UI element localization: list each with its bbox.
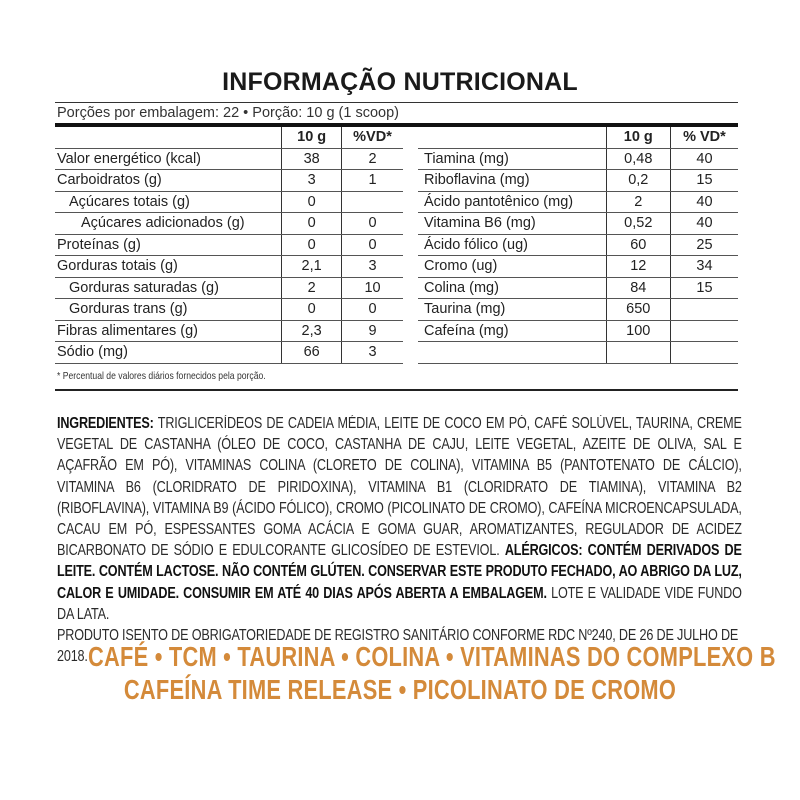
nutrient-amount: 0 bbox=[282, 234, 342, 256]
nutrient-vd: 15 bbox=[670, 277, 738, 299]
nutrient-amount: 650 bbox=[606, 299, 670, 321]
nutrient-label: Açúcares adicionados (g) bbox=[55, 213, 282, 235]
table-row bbox=[55, 299, 403, 321]
nutrient-amount: 2,1 bbox=[282, 256, 342, 278]
nutrient-amount: 0 bbox=[282, 213, 342, 235]
nutrient-vd bbox=[670, 299, 738, 321]
nutrient-label: Gorduras totais (g) bbox=[55, 256, 282, 278]
feature-highlights bbox=[0, 640, 800, 706]
nutrient-amount: 84 bbox=[606, 277, 670, 299]
nutrient-label: Carboidratos (g) bbox=[55, 170, 282, 192]
table-row bbox=[418, 342, 738, 364]
nutrient-vd bbox=[670, 342, 738, 364]
feature-line-2: CAFEÍNA TIME RELEASE • PICOLINATO DE CROMO bbox=[123, 674, 677, 705]
table-row bbox=[55, 148, 403, 170]
nutrient-amount: 66 bbox=[282, 342, 342, 364]
nutrient-vd: 2 bbox=[342, 148, 403, 170]
nutrient-amount: 2 bbox=[606, 191, 670, 213]
header-blank bbox=[55, 127, 282, 149]
nutrient-label: Tiamina (mg) bbox=[418, 148, 606, 170]
header-amount: 10 g bbox=[606, 127, 670, 149]
nutrient-vd: 1 bbox=[342, 170, 403, 192]
nutrient-vd bbox=[342, 191, 403, 213]
table-row bbox=[418, 256, 738, 278]
nutrient-label: Sódio (mg) bbox=[55, 342, 282, 364]
nutrient-label: Riboflavina (mg) bbox=[418, 170, 606, 192]
nutrient-label: Vitamina B6 (mg) bbox=[418, 213, 606, 235]
header-blank bbox=[418, 127, 606, 149]
table-row bbox=[418, 148, 738, 170]
nutrient-vd bbox=[670, 320, 738, 342]
nutrient-label: Gorduras saturadas (g) bbox=[55, 277, 282, 299]
table-row bbox=[55, 191, 403, 213]
nutrient-vd: 40 bbox=[670, 191, 738, 213]
nutrient-vd: 25 bbox=[670, 234, 738, 256]
nutrient-label: Gorduras trans (g) bbox=[55, 299, 282, 321]
table-row bbox=[418, 277, 738, 299]
nutrient-vd: 3 bbox=[342, 256, 403, 278]
nutrient-amount: 3 bbox=[282, 170, 342, 192]
nutrient-label bbox=[418, 342, 606, 364]
bottom-divider bbox=[55, 389, 738, 392]
table-row bbox=[418, 299, 738, 321]
table-row bbox=[55, 277, 403, 299]
nutrient-label: Proteínas (g) bbox=[55, 234, 282, 256]
nutrient-amount: 0,52 bbox=[606, 213, 670, 235]
header-vd: % VD* bbox=[670, 127, 738, 149]
ingredients-text: TRIGLICERÍDEOS DE CADEIA MÉDIA, LEITE DE COCO EM PÓ, CAFÉ SOLÚVEL, TAURINA, CREME VEGETAL DE CASTANHA (ÓLEO DE COCO, CASTANHA DE CAJU, LEITE VEGETAL, AZEITE DE OLIVA, SAL E AÇAFRÃO EM PÓ), VITAMINAS COLINA (CLORETO DE COLINA), VITAMINA B5 (PANTOTENATO DE CÁLCIO), VITAMINA B6 (CLORIDRATO DE PIRIDOXINA), VITAMINA B1 (CLORIDRATO DE TIAMINA), VITAMINA B2 (RIBOFLAVINA), VITAMINA B9 (ÁCIDO FÓLICO), CROMO (PICOLINATO DE CROMO), CAFEÍNA MICROENCAPSULADA, CACAU EM PÓ, ESPESSANTES GOMA ACÁCIA E GOMA GUAR, AROMATIZANTES, REGULADOR DE ACIDEZ BICARBONATO DE SÓDIO E EDULCORANTE GLICOSÍDEO DE ESTEVIOL. bbox=[57, 415, 742, 560]
nutrient-label: Cromo (ug) bbox=[418, 256, 606, 278]
ingredients-block bbox=[57, 413, 742, 667]
ingredients-label: INGREDIENTES: bbox=[57, 415, 154, 432]
serving-info: Porções por embalagem: 22 • Porção: 10 g (1 scoop) bbox=[55, 102, 738, 123]
macronutrient-table bbox=[55, 127, 403, 364]
nutrient-amount: 100 bbox=[606, 320, 670, 342]
table-row bbox=[418, 170, 738, 192]
nutrition-panel bbox=[55, 102, 738, 364]
header-vd: %VD* bbox=[342, 127, 403, 149]
nutrient-amount: 0,48 bbox=[606, 148, 670, 170]
nutrient-vd: 40 bbox=[670, 213, 738, 235]
nutrient-label: Ácido pantotênico (mg) bbox=[418, 191, 606, 213]
nutrient-label: Cafeína (mg) bbox=[418, 320, 606, 342]
nutrient-label: Valor energético (kcal) bbox=[55, 148, 282, 170]
lot-text: LOTE E VALIDADE VIDE FUNDO DA LATA. bbox=[57, 584, 742, 623]
table-row bbox=[55, 170, 403, 192]
nutrient-amount: 0,2 bbox=[606, 170, 670, 192]
nutrient-amount: 0 bbox=[282, 299, 342, 321]
nutrient-vd: 0 bbox=[342, 299, 403, 321]
nutrient-amount: 38 bbox=[282, 148, 342, 170]
table-row bbox=[55, 256, 403, 278]
table-row bbox=[55, 320, 403, 342]
nutrient-amount: 2,3 bbox=[282, 320, 342, 342]
table-row bbox=[418, 213, 738, 235]
allergens-text: ALÉRGICOS: CONTÉM DERIVADOS DE LEITE. CONTÉM LACTOSE. NÃO CONTÉM GLÚTEN. CONSERVAR ESTE PRODUTO FECHADO, AO ABRIGO DA LUZ, CALOR E UMIDADE. CONSUMIR EM ATÉ 40 DIAS APÓS ABERTA A EMBALAGEM. bbox=[57, 542, 742, 602]
nutrient-vd: 0 bbox=[342, 213, 403, 235]
header-amount: 10 g bbox=[282, 127, 342, 149]
nutrient-vd: 3 bbox=[342, 342, 403, 364]
nutrient-amount: 2 bbox=[282, 277, 342, 299]
nutrition-tables bbox=[55, 127, 738, 364]
nutrient-vd: 34 bbox=[670, 256, 738, 278]
vd-footnote: * Percentual de valores diários fornecidos pela porção. bbox=[57, 370, 266, 382]
nutrient-amount bbox=[606, 342, 670, 364]
nutrient-label: Ácido fólico (ug) bbox=[418, 234, 606, 256]
table-header-row bbox=[55, 127, 403, 149]
micronutrient-table bbox=[418, 127, 738, 364]
table-row bbox=[418, 320, 738, 342]
nutrient-vd: 10 bbox=[342, 277, 403, 299]
nutrient-vd: 15 bbox=[670, 170, 738, 192]
nutrient-amount: 0 bbox=[282, 191, 342, 213]
nutrient-label: Açúcares totais (g) bbox=[55, 191, 282, 213]
table-row bbox=[55, 234, 403, 256]
nutrient-vd: 0 bbox=[342, 234, 403, 256]
table-row bbox=[418, 191, 738, 213]
nutrient-vd: 40 bbox=[670, 148, 738, 170]
table-row bbox=[55, 213, 403, 235]
nutrient-label: Taurina (mg) bbox=[418, 299, 606, 321]
nutrient-amount: 12 bbox=[606, 256, 670, 278]
table-row bbox=[418, 234, 738, 256]
table-header-row bbox=[418, 127, 738, 149]
nutrient-amount: 60 bbox=[606, 234, 670, 256]
exemption-text: PRODUTO ISENTO DE OBRIGATORIEDADE DE REGISTRO SANITÁRIO CONFORME RDC Nº240, DE 26 DE JULHO DE 2018. bbox=[57, 627, 739, 666]
nutrient-label: Fibras alimentares (g) bbox=[55, 320, 282, 342]
nutrient-label: Colina (mg) bbox=[418, 277, 606, 299]
table-row bbox=[55, 342, 403, 364]
nutrition-title: INFORMAÇÃO NUTRICIONAL bbox=[222, 68, 578, 96]
feature-line-1: CAFÉ • TCM • TAURINA • COLINA • VITAMINAS DO COMPLEXO B bbox=[88, 641, 776, 672]
nutrient-vd: 9 bbox=[342, 320, 403, 342]
